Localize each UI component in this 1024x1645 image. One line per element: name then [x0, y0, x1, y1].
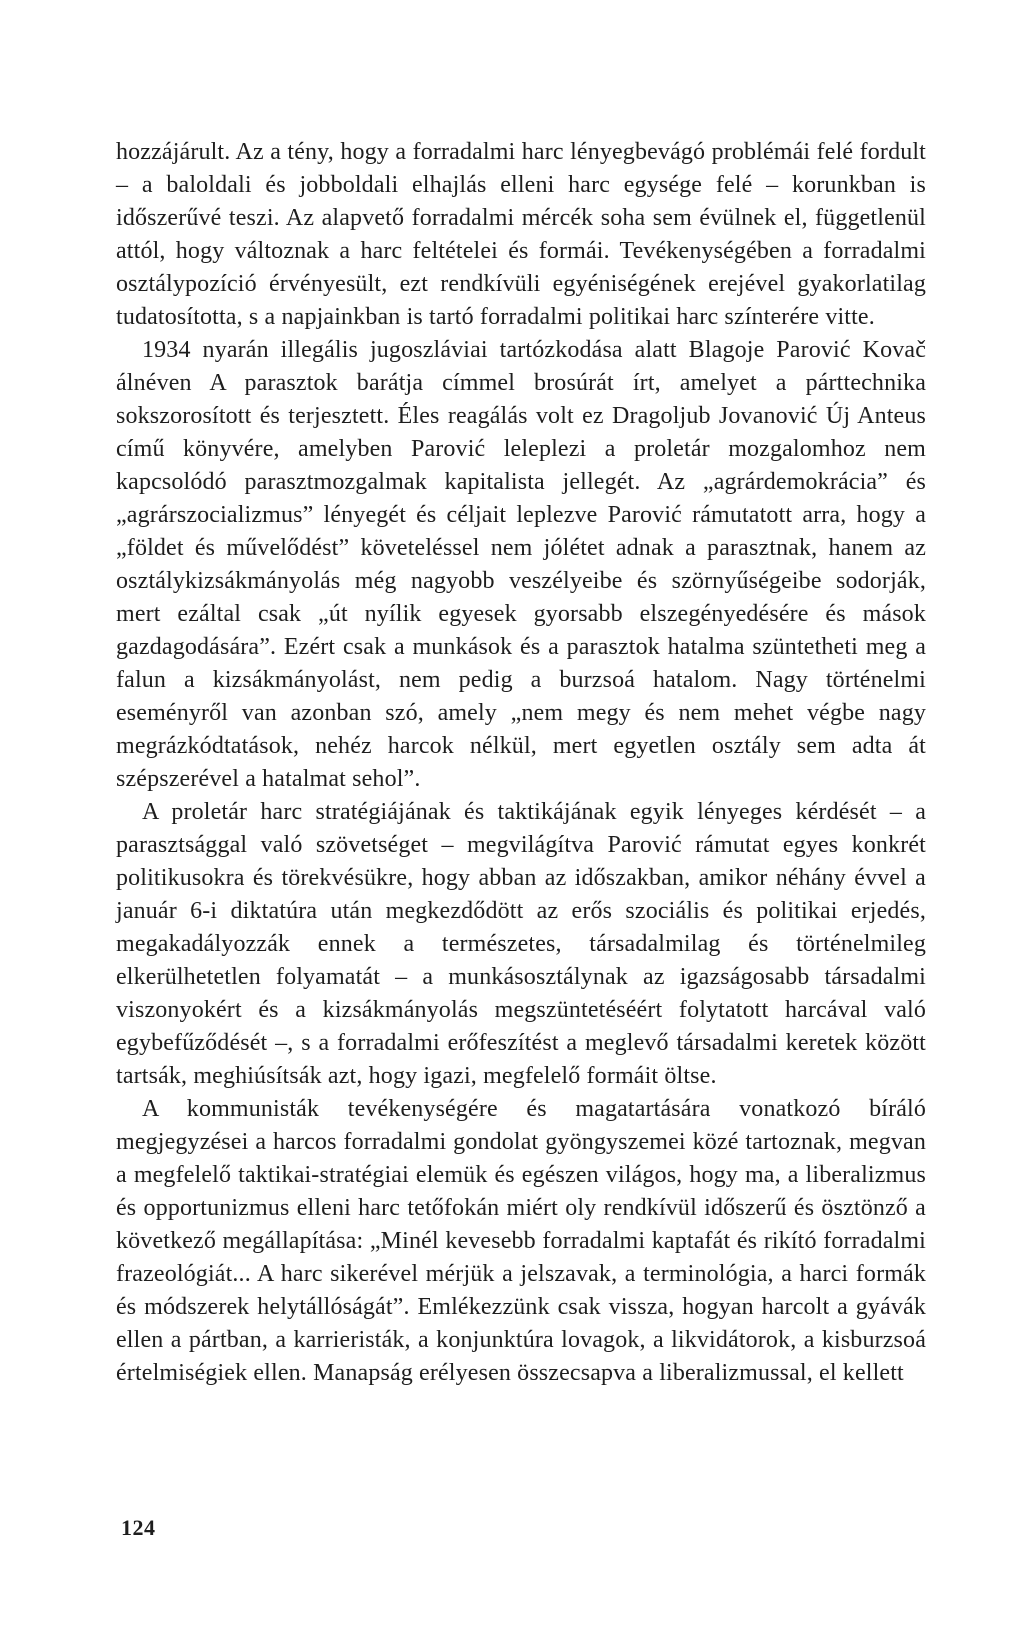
paragraph-continuation: hozzájárult. Az a tény, hogy a forradalmi harc lényegbevágó problémái felé fordult – a baloldali és jobboldali elhajlás elleni harc egysége felé – korunkban is időszerűvé teszi. Az alapvető forradalmi mércék soha sem évülnek el, függetlenül attól, hogy változnak a harc feltételei és formái. Tevékenységében a forradalmi osztálypozíció érvényesült, ezt rendkívüli egyéniségének erejével gyakorlatilag tudatosította, s a napjainkban is tartó forradalmi politikai harc színterére vitte. [116, 139, 926, 330]
paragraph: A kommunisták tevékenységére és magatartására vonatkozó bíráló megjegyzései a harcos forradalmi gondolat gyöngyszemei közé tartoznak, megvan a megfelelő taktikai-stratégiai elemük és egészen világos, hogy ma, a liberalizmus és opportunizmus elleni harc tetőfokán miért oly rendkívül időszerű és ösztönző a következő megállapítása: „Minél kevesebb forradalmi kaptafát és rikító forradalmi frazeológiát... A harc sikerével mérjük a jelszavak, a terminológia, a harci formák és módszerek helytállóságát”. Emlékezzünk csak vissza, hogyan harcolt a gyávák ellen a pártban, a karrieristák, a konjunktúra lovagok, a likvidátorok, a kisburzsoá értelmiségiek ellen. Manapság erélyesen összecsapva a liberalizmussal, el kellett [116, 1096, 926, 1386]
page-number: 124 [121, 1515, 156, 1540]
body-text [116, 136, 926, 1390]
paragraph: 1934 nyarán illegális jugoszláviai tartózkodása alatt Blagoje Parović Kovač álnéven A parasztok barátja címmel brosúrát írt, amelyet a párttechnika sokszorosított és terjesztett. Éles reagálás volt ez Dragoljub Jovanović Új Anteus című könyvére, amelyben Parović leleplezi a proletár mozgalomhoz nem kapcsolódó parasztmozgalmak kapitalista jellegét. Az „agrárdemokrácia” és „agrárszocializmus” lényegét és céljait leplezve Parović rámutatott arra, hogy a „földet és művelődést” követeléssel nem jólétet adnak a parasztnak, hanem az osztálykizsákmányolás még nagyobb veszélyeibe és szörnyűségeibe sodorják, mert ezáltal csak „út nyílik egyesek gyorsabb elszegényedésére és mások gazdagodására”. Ezért csak a munkások és a parasztok hatalma szüntetheti meg a falun a kizsákmányolást, nem pedig a burzsoá hatalom. Nagy történelmi eseményről van azonban szó, amely „nem megy és nem mehet végbe nagy megrázkódtatások, nehéz harcok nélkül, mert egyetlen osztály sem adta át szépszerével a hatalmat sehol”. [116, 337, 926, 792]
paragraph: A proletár harc stratégiájának és taktikájának egyik lényeges kérdését – a parasztsággal való szövetséget – megvilágítva Parović rámutat egyes konkrét politikusokra és törekvésükre, hogy abban az időszakban, amikor néhány évvel a január 6-i diktatúra után megkezdődött az erős szociális és politikai erjedés, megakadályozzák ennek a természetes, társadalmilag és történelmileg elkerülhetetlen folyamatát – a munkásosztálynak az igazságosabb társadalmi viszonyokért és a kizsákmányolás megszüntetéséért folytatott harcával való egybefűződését –, s a forradalmi erőfeszítést a meglevő társadalmi keretek között tartsák, meghiúsítsák azt, hogy igazi, megfelelő formáit öltse. [116, 799, 926, 1089]
